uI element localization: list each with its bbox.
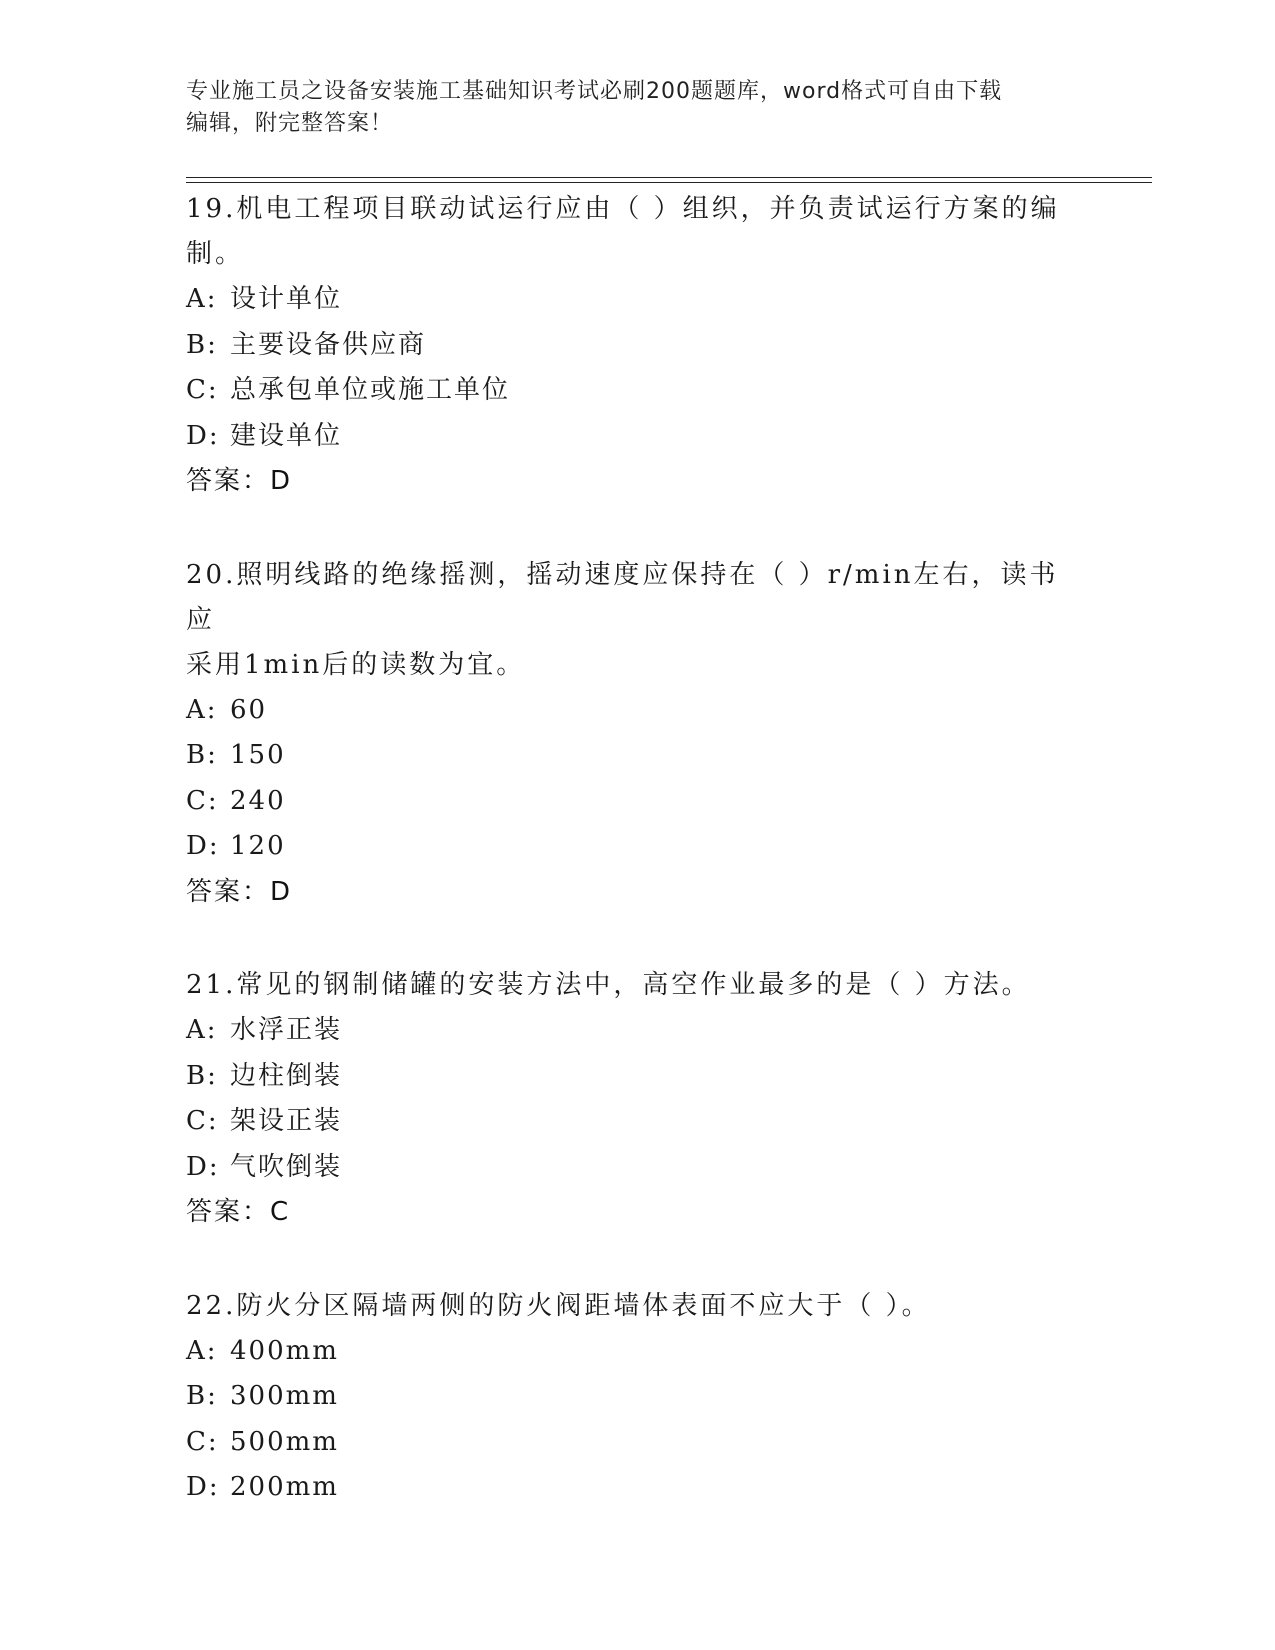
option-text: 300mm: [230, 1381, 339, 1411]
option-letter: B:: [186, 329, 218, 360]
option-letter: C:: [186, 1426, 219, 1457]
option-text: 500mm: [230, 1426, 339, 1457]
option-c: [186, 368, 1086, 414]
option-b: [186, 1054, 1086, 1100]
option-d: [186, 824, 1086, 870]
question-20: [186, 553, 1086, 916]
option-text: 设计单位: [230, 284, 343, 314]
answer-label: 答案：C: [186, 1197, 291, 1227]
question-list: [186, 187, 1086, 1511]
option-letter: C:: [186, 1106, 219, 1136]
question-spacer: [186, 505, 1086, 553]
option-text: 200mm: [230, 1472, 339, 1502]
option-letter: B:: [186, 1060, 218, 1091]
option-text: 总承包单位或施工单位: [230, 375, 511, 405]
option-letter: D:: [186, 1151, 220, 1182]
option-text: 150: [230, 740, 286, 770]
question-stem-line-1: 22.防火分区隔墙两侧的防火阀距墙体表面不应大于（ ）。: [186, 1290, 931, 1321]
option-a: [186, 1329, 1086, 1375]
option-a: [186, 277, 1086, 323]
option-letter: B:: [186, 1381, 218, 1411]
option-text: 240: [230, 785, 286, 816]
document-header: [186, 76, 1066, 140]
option-c: [186, 1420, 1086, 1466]
header-title-line-1: 专业施工员之设备安装施工基础知识考试必刷200题题库，word格式可自由下载: [186, 79, 1003, 104]
option-text: 建设单位: [230, 420, 343, 451]
option-a: [186, 1008, 1086, 1054]
option-b: [186, 733, 1086, 779]
answer-label: 答案：D: [186, 876, 293, 907]
question-stem-line-1: 21.常见的钢制储罐的安装方法中，高空作业最多的是（ ）方法。: [186, 970, 1031, 1000]
question-stem-line-2: 制。: [186, 239, 245, 269]
question-spacer: [186, 915, 1086, 963]
answer-label: 答案：D: [186, 466, 293, 496]
question-21: [186, 963, 1086, 1236]
question-stem-line-2: 采用1min后的读数为宜。: [186, 649, 526, 680]
header-divider-top: [186, 177, 1152, 178]
option-text: 边柱倒装: [230, 1060, 343, 1091]
option-d: [186, 1145, 1086, 1191]
question-stem-line-1: 19.机电工程项目联动试运行应由（ ）组织，并负责试运行方案的编: [186, 194, 1060, 224]
question-19: [186, 187, 1086, 505]
question-22: [186, 1284, 1086, 1511]
option-letter: C:: [186, 375, 219, 405]
option-letter: A:: [186, 284, 218, 314]
option-letter: D:: [186, 1472, 220, 1502]
option-text: 水浮正装: [230, 1015, 343, 1045]
option-b: [186, 1374, 1086, 1420]
option-letter: A:: [186, 1335, 218, 1366]
option-letter: A:: [186, 694, 218, 725]
option-letter: C:: [186, 785, 219, 816]
option-text: 400mm: [230, 1335, 339, 1366]
option-c: [186, 779, 1086, 825]
option-letter: B:: [186, 740, 218, 770]
option-d: [186, 414, 1086, 460]
option-b: [186, 323, 1086, 369]
option-text: 主要设备供应商: [230, 329, 427, 360]
option-letter: D:: [186, 831, 220, 861]
option-text: 气吹倒装: [230, 1151, 343, 1182]
header-title-line-2: 编辑，附完整答案！: [186, 111, 394, 136]
option-text: 60: [230, 694, 268, 725]
question-spacer: [186, 1236, 1086, 1284]
option-letter: A:: [186, 1015, 218, 1045]
option-c: [186, 1099, 1086, 1145]
option-text: 120: [230, 831, 286, 861]
option-letter: D:: [186, 420, 220, 451]
question-stem-line-1: 20.照明线路的绝缘摇测，摇动速度应保持在（ ）r/min左右，读书应: [186, 559, 1059, 635]
option-d: [186, 1465, 1086, 1511]
header-divider-bottom: [186, 182, 1152, 183]
option-a: [186, 688, 1086, 734]
option-text: 架设正装: [230, 1106, 343, 1136]
